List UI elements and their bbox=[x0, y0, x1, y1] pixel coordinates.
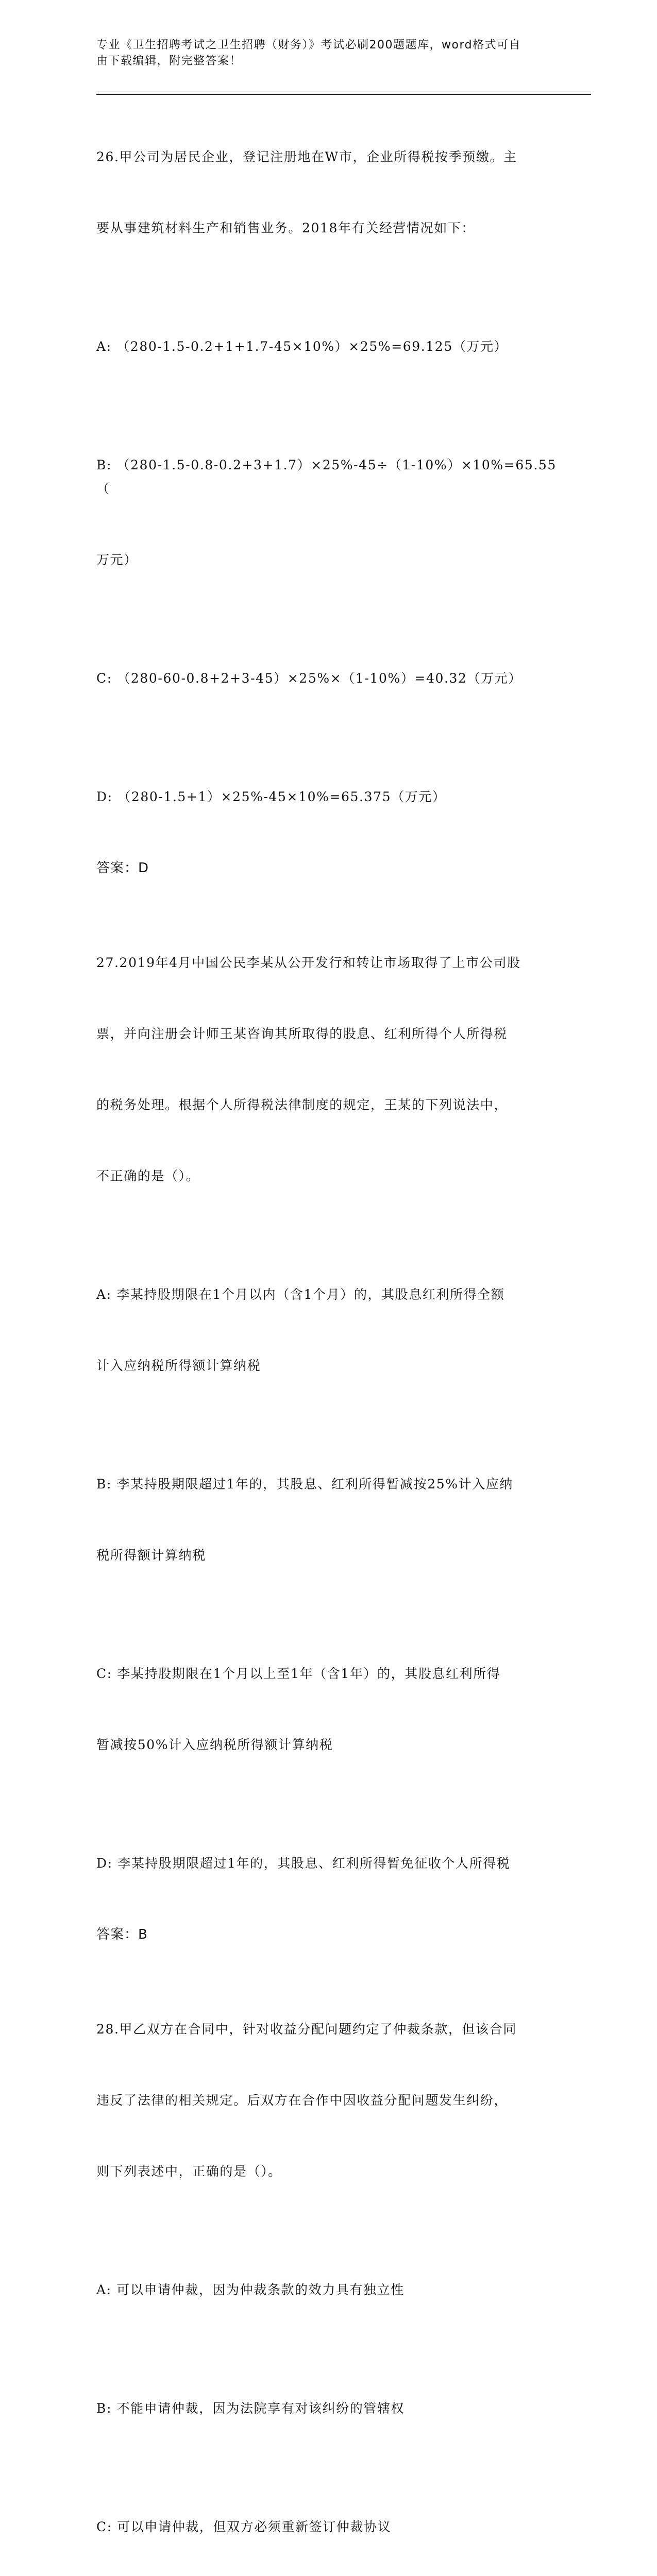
header-line: 专业《卫生招聘考试之卫生招聘（财务）》考试必刷200题题库，word格式可自 bbox=[96, 39, 521, 52]
stem-line: 27.2019年4月中国公民李某从公开发行和转让市场取得了上市公司股 bbox=[96, 955, 521, 970]
option-line: A: 李某持股期限在1个月以内（含1个月）的，其股息红利所得全额 bbox=[96, 1287, 505, 1302]
option-line: A: 可以申请仲裁，因为仲裁条款的效力具有独立性 bbox=[96, 2282, 405, 2297]
question-28 bbox=[96, 1970, 560, 2576]
option-line: A: （280-1.5-0.2+1+1.7-45×10%）×25%=69.125（万元） bbox=[96, 339, 508, 354]
option-line: B: 李某持股期限超过1年的，其股息、红利所得暂减按25%计入应纳 bbox=[96, 1477, 514, 1492]
option-line: D: （280-1.5+1）×25%-45×10%=65.375（万元） bbox=[96, 789, 446, 804]
question-list bbox=[96, 98, 560, 2576]
option-d bbox=[96, 738, 560, 856]
option-line: D: 李某持股期限超过1年的，其股息、红利所得暂免征收个人所得税 bbox=[96, 1856, 511, 1871]
option-line: C: （280-60-0.8+2+3-45）×25%×（1-10%）=40.32（万元） bbox=[96, 671, 522, 686]
stem-line: 不正确的是（）。 bbox=[96, 1168, 200, 1183]
answer-line: 答案：D bbox=[96, 860, 149, 876]
document-header bbox=[96, 37, 550, 69]
question-stem bbox=[96, 904, 560, 1235]
question-stem bbox=[96, 1970, 560, 2231]
option-a bbox=[96, 1235, 560, 1425]
stem-line: 要从事建筑材料生产和销售业务。2018年有关经营情况如下： bbox=[96, 221, 476, 235]
option-c bbox=[96, 1615, 560, 1804]
stem-line: 违反了法律的相关规定。后双方在合作中因收益分配问题发生纠纷， bbox=[96, 2093, 508, 2108]
option-line: B: 不能申请仲裁，因为法院享有对该纠纷的管辖权 bbox=[96, 2401, 405, 2416]
option-b bbox=[96, 1425, 560, 1615]
stem-line: 票，并向注册会计师王某咨询其所取得的股息、红利所得个人所得税 bbox=[96, 1026, 508, 1041]
stem-line: 26.甲公司为居民企业，登记注册地在W市，企业所得税按季预缴。主 bbox=[96, 149, 517, 164]
option-a bbox=[96, 287, 560, 406]
option-line: C: 可以申请仲裁，但双方必须重新签订仲裁协议 bbox=[96, 2519, 392, 2534]
option-line: 计入应纳税所得额计算纳税 bbox=[96, 1358, 261, 1373]
option-line: 暂减按50%计入应纳税所得额计算纳税 bbox=[96, 1737, 333, 1752]
option-d bbox=[96, 1804, 560, 1923]
option-line: C: 李某持股期限在1个月以上至1年（含1年）的，其股息红利所得 bbox=[96, 1666, 501, 1681]
option-b bbox=[96, 406, 560, 619]
option-a bbox=[96, 2231, 560, 2349]
stem-line: 则下列表述中，正确的是（）。 bbox=[96, 2164, 282, 2179]
option-line: 万元） bbox=[96, 552, 138, 567]
option-line: B: （280-1.5-0.8-0.2+3+1.7）×25%-45÷（1-10%）×10%=65.55（ bbox=[96, 457, 557, 496]
header-divider bbox=[96, 94, 591, 95]
answer-line: 答案：B bbox=[96, 1927, 148, 1942]
option-c bbox=[96, 619, 560, 738]
option-c bbox=[96, 2468, 560, 2576]
question-26 bbox=[96, 98, 560, 880]
option-b bbox=[96, 2349, 560, 2468]
option-line: 税所得额计算纳税 bbox=[96, 1548, 206, 1563]
stem-line: 28.甲乙双方在合同中，针对收益分配问题约定了仲裁条款，但该合同 bbox=[96, 2022, 517, 2037]
question-stem bbox=[96, 98, 560, 287]
stem-line: 的税务处理。根据个人所得税法律制度的规定，王某的下列说法中， bbox=[96, 1097, 508, 1112]
header-line: 由下载编辑，附完整答案！ bbox=[96, 55, 242, 67]
question-27 bbox=[96, 904, 560, 1946]
